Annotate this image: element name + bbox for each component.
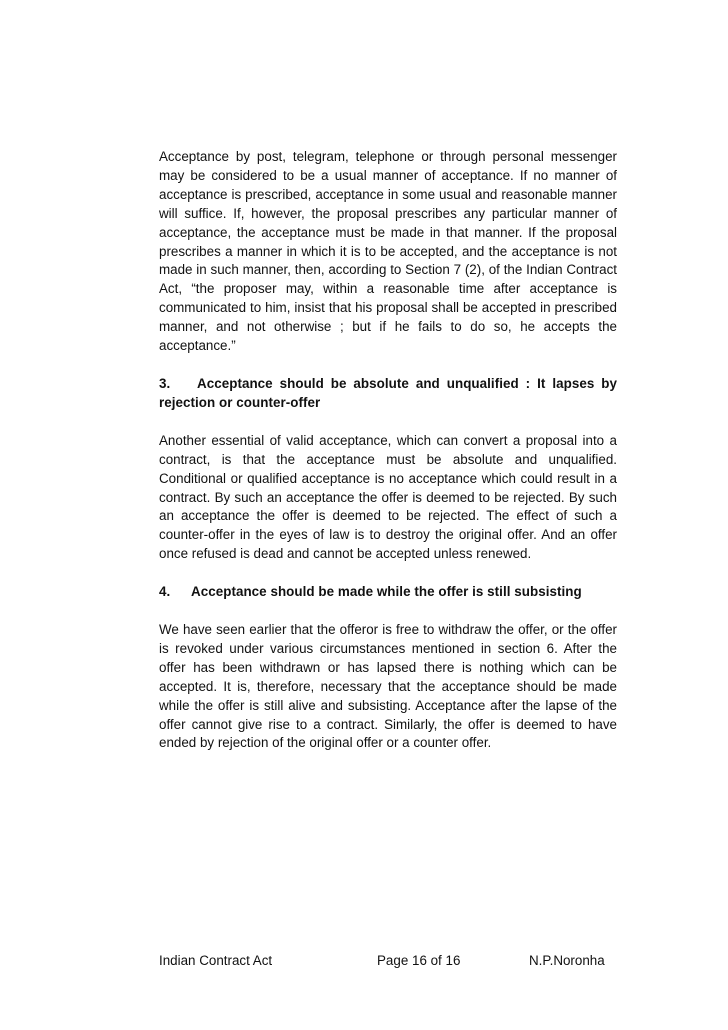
section-3-body: Another essential of valid acceptance, which can convert a proposal into a contract, is that the acceptance must be absolute and unqualified. Conditional or qualified acceptance is no acceptance which could result in a contract. By such an acceptance the offer is deemed to be rejected. By such an acceptance the offer is deemed to be rejected. The effect of such a counter-offer in the eyes of law is to destroy the original offer. And an offer once refused is dead and cannot be accepted unless renewed. — [159, 432, 617, 562]
footer-author: N.P.Noronha — [529, 953, 605, 968]
footer-title: Indian Contract Act — [159, 953, 273, 968]
section-4-heading — [159, 583, 617, 602]
footer-page-number: Page 16 of 16 — [377, 953, 461, 968]
section-4-number: 4. — [159, 584, 171, 600]
page-footer — [159, 951, 621, 971]
spacer — [159, 413, 617, 432]
section-3-number: 3. — [159, 375, 171, 391]
document-body — [159, 148, 617, 753]
spacer — [159, 356, 617, 375]
section-3-title: Acceptance should be absolute and unqualified : It lapses by rejection or counter-offer — [159, 375, 617, 410]
paragraph-acceptance-manner: Acceptance by post, telegram, telephone or through personal messenger may be considered to be a usual manner of acceptance. If no manner of acceptance is prescribed, acceptance in some usual and reasonable manner will suffice. If, however, the proposal prescribes any particular manner of acceptance, the acceptance must be made in that manner. If the proposal prescribes a manner in which it is to be accepted, and the acceptance is not made in such manner, then, according to Section 7 (2), of the Indian Contract Act, “the proposer may, within a reasonable time after acceptance is communicated to him, insist that his proposal shall be accepted in prescribed manner, and not otherwise ; but if he fails to do so, he accepts the acceptance.” — [159, 149, 617, 354]
section-4-title: Acceptance should be made while the offer is still subsisting — [191, 584, 582, 600]
section-4-body: We have seen earlier that the offeror is free to withdraw the offer, or the offer is revoked under various circumstances mentioned in section 6. After the offer has been withdrawn or has lapsed there is nothing which can be accepted. It is, therefore, necessary that the acceptance should be made while the offer is still alive and subsisting. Acceptance after the lapse of the offer cannot give rise to a contract. Similarly, the offer is deemed to have ended by rejection of the original offer or a counter offer. — [159, 622, 617, 751]
spacer — [159, 602, 617, 621]
section-3-heading — [159, 375, 617, 413]
spacer — [159, 564, 617, 583]
